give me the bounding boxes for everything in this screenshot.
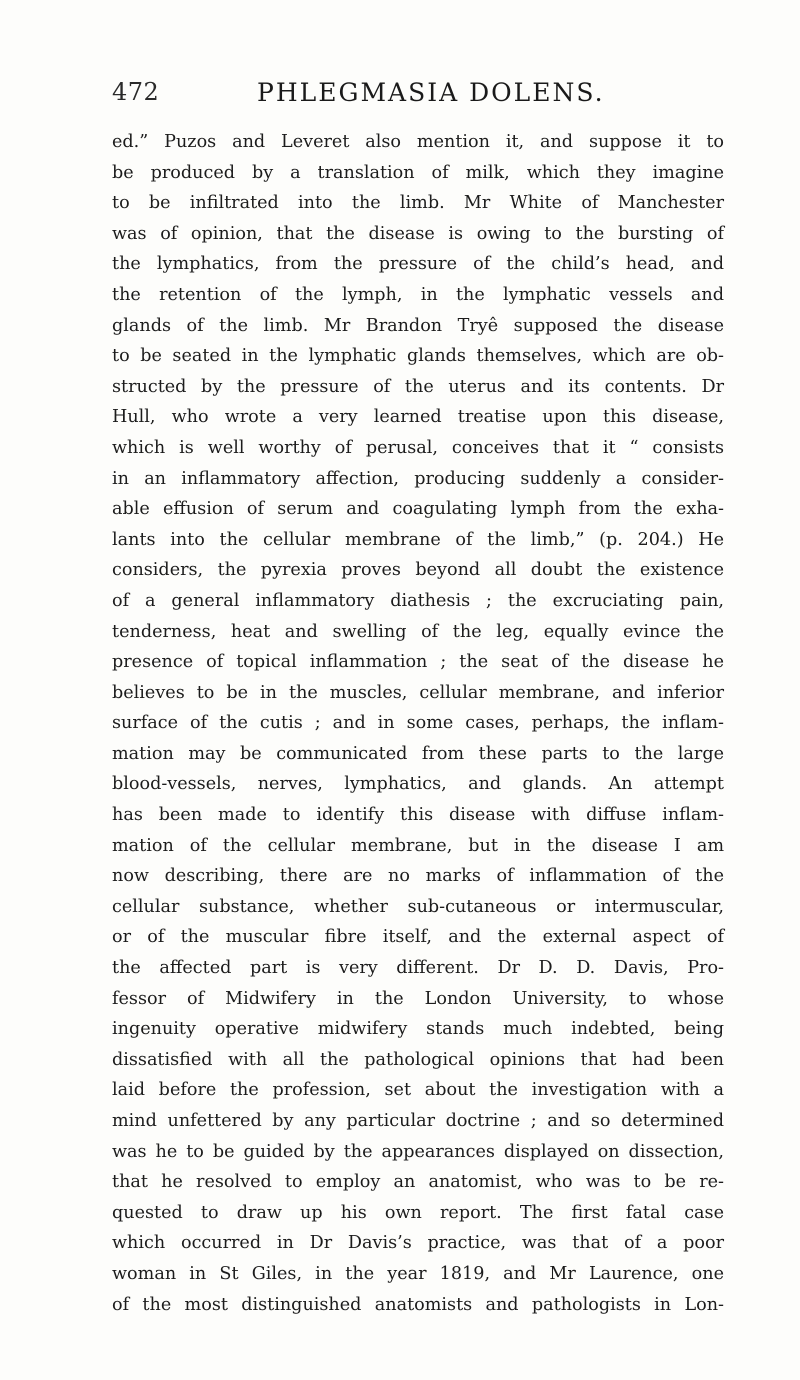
text-line: that he resolved to employ an anatomist, who was to be re- (112, 1172, 724, 1193)
text-line: mation of the cellular membrane, but in the disease I am (112, 835, 724, 856)
text-line: to be infiltrated into the limb. Mr White of Manchester (112, 193, 724, 214)
text-line: was he to be guided by the appearances displayed on dissection, (112, 1141, 724, 1162)
text-line: structed by the pressure of the uterus and its contents. Dr (112, 376, 724, 397)
text-line: Hull, who wrote a very learned treatise upon this disease, (112, 407, 724, 428)
text-line: woman in St Giles, in the year 1819, and Mr Laurence, one (112, 1263, 724, 1284)
text-line: the retention of the lymph, in the lymphatic vessels and (112, 284, 724, 305)
text-line: was of opinion, that the disease is owing to the bursting of (112, 223, 724, 244)
text-line: the lymphatics, from the pressure of the child’s head, and (112, 254, 724, 275)
text-line: or of the muscular fibre itself, and the external aspect of (112, 927, 724, 948)
text-line: dissatisfied with all the pathological opinions that had been (112, 1049, 724, 1070)
text-line: has been made to identify this disease with diffuse inflam- (112, 805, 724, 826)
text-line: be produced by a translation of milk, which they imagine (112, 162, 724, 183)
text-line: blood-vessels, nerves, lymphatics, and glands. An attempt (112, 774, 724, 795)
page-header (112, 78, 722, 118)
text-line: of a general inflammatory diathesis ; the excruciating pain, (112, 590, 724, 611)
text-line: tenderness, heat and swelling of the leg, equally evince the (112, 621, 724, 642)
text-line: surface of the cutis ; and in some cases, perhaps, the inflam- (112, 713, 724, 734)
text-line: which occurred in Dr Davis’s practice, was that of a poor (112, 1233, 724, 1254)
text-line: believes to be in the muscles, cellular membrane, and inferior (112, 682, 724, 703)
text-line: now describing, there are no marks of inflammation of the (112, 866, 724, 887)
text-line: considers, the pyrexia proves beyond all doubt the existence (112, 560, 724, 581)
text-line: lants into the cellular membrane of the limb,” (p. 204.) He (112, 529, 724, 550)
text-line: quested to draw up his own report. The first fatal case (112, 1202, 724, 1223)
text-line: glands of the limb. Mr Brandon Tryê supposed the disease (112, 315, 724, 336)
running-head: PHLEGMASIA DOLENS. (257, 78, 605, 107)
text-line: mation may be communicated from these parts to the large (112, 743, 724, 764)
text-line: which is well worthy of perusal, conceives that it “ consists (112, 437, 724, 458)
text-line: cellular substance, whether sub-cutaneous or intermuscular, (112, 896, 724, 917)
text-line: presence of topical inflammation ; the seat of the disease he (112, 652, 724, 673)
text-line: fessor of Midwifery in the London University, to whose (112, 988, 724, 1009)
text-line: laid before the profession, set about the investigation with a (112, 1080, 724, 1101)
text-line: of the most distinguished anatomists and pathologists in Lon- (112, 1294, 724, 1315)
text-line: able effusion of serum and coagulating lymph from the exha- (112, 499, 724, 520)
page-number: 472 (112, 78, 160, 106)
text-line: the affected part is very different. Dr D. D. Davis, Pro- (112, 958, 724, 979)
text-line: ingenuity operative midwifery stands much indebted, being (112, 1019, 724, 1040)
text-line: mind unfettered by any particular doctrine ; and so determined (112, 1111, 724, 1131)
text-line: to be seated in the lymphatic glands themselves, which are ob- (112, 346, 724, 367)
body-text (112, 127, 724, 1320)
text-line: ed.” Puzos and Leveret also mention it, and suppose it to (112, 132, 724, 152)
text-line: in an inflammatory affection, producing suddenly a consider- (112, 468, 724, 489)
